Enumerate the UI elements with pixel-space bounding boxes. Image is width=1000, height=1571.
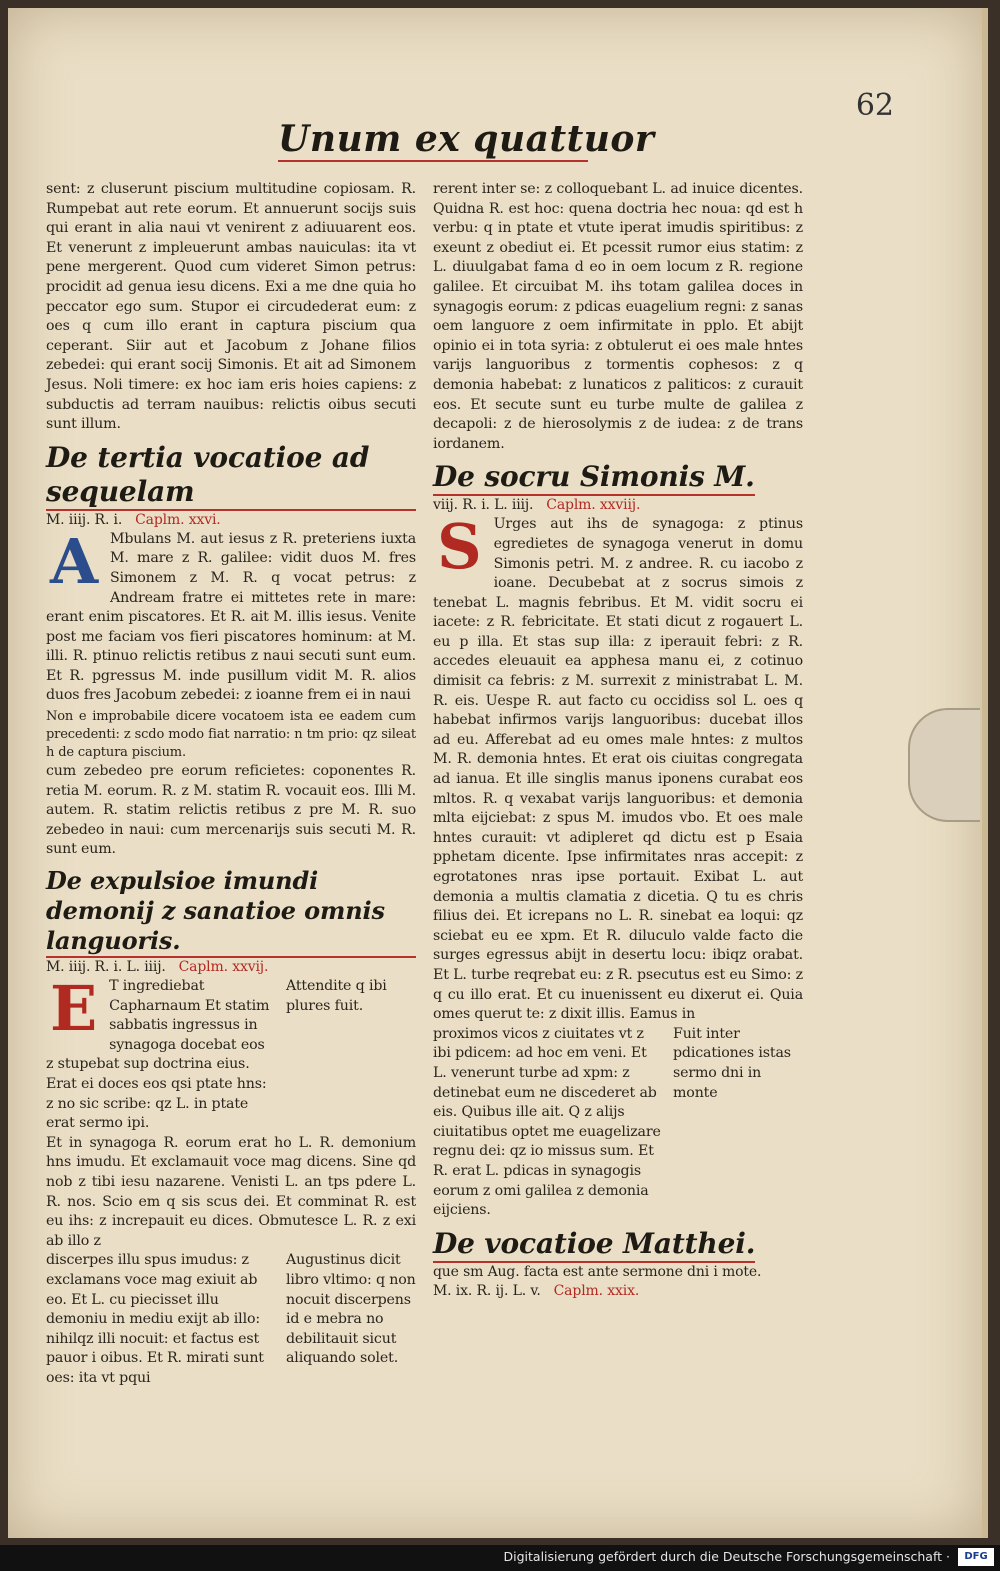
right-column	[433, 180, 803, 1301]
decorated-initial: S	[437, 510, 482, 584]
paragraph	[433, 510, 803, 1024]
paragraph-text: proximos vicos z ciuitates vt z ibi pdicem: ad hoc em veni. Et L. venerunt turbe ad xpm: z detinebat eum ne discederet ab eis. Quibus ille ait. Q z alijs ciuitatibus optet me euagelizare regnu dei: qz io missus sum. Et R. erat L. pdicas in synagogis eorum z omi galilea z demonia eijciens.	[433, 1025, 661, 1219]
section-heading: De expulsioe imundi demonij z sanatioe omnis languoris.	[46, 866, 416, 958]
concordance-ref: M. iiij. R. i.	[46, 511, 123, 528]
chapter-number: Caplm. xxix.	[553, 1282, 640, 1299]
book-page	[8, 8, 988, 1538]
chapter-number: Caplm. xxvij.	[178, 959, 269, 976]
chapter-number: Caplm. xxviij.	[546, 497, 641, 514]
section-subheading: que sm Aug. facta est ante sermone dni i mote.	[433, 1263, 762, 1280]
left-column	[46, 180, 416, 1389]
split-block	[433, 1025, 803, 1221]
decorated-initial: E	[50, 972, 98, 1046]
marginal-note: Attendite q ibi plures fuit.	[286, 978, 387, 1014]
page-clip	[908, 708, 980, 822]
concordance-ref: M. ix. R. ij. L. v.	[433, 1282, 541, 1299]
paragraph-text: T ingrediebat Capharnaum Et statim sabbatis ingressus in synagoga docebat eos z stupebat sup doctrina eius. Erat ei doces eos qsi ptate hns: z no sic scribe: qz L. in ptate erat sermo ipi.	[46, 978, 270, 1132]
section-heading: De vocatioe Matthei.	[433, 1227, 755, 1263]
folio-number: 62	[855, 88, 894, 123]
section-subheading	[46, 958, 416, 977]
section-heading: De socru Simonis M.	[433, 460, 755, 496]
running-head: Unum ex quattuor	[278, 118, 655, 160]
section-subheading	[46, 511, 416, 530]
paragraph-text: Mbulans M. aut iesus z R. preteriens iuxta M. mare z R. galilee: vidit duos M. fres Simonem z M. R. q vocat petrus: z Andream fratre ei mittetes rete in mare: erant enim piscatores. Et R. ait M. illis iesus. Venite post me faciam vos fieri piscatores hominum: at M. illi. R. ptinuo relictis retibus z naui secuti sunt eum. Et R. pgressus M. inde pusillum vidit M. R. alios duos fres Jacobum zebedei: z ioanne frem ei in naui	[46, 530, 416, 704]
split-block	[46, 972, 416, 1134]
concordance-ref: M. iiij. R. i. L. iiij.	[46, 959, 166, 976]
paragraph: rerent inter se: z colloquebant L. ad inuice dicentes. Quidna R. est hoc: quena doctria hec noua: qd est h verbu: q in ptate et vtute iperat imudis spiritibus: z exeunt z obediut ei. Et pcessit rumor eius statim: z L. diuulgabat fama d eo in oem locum z R. regione galilee. Et circuibat M. ihs totam galilea doces in synagogis eorum: z pdicas euagelium regni: z sanas oem languore z oem infirmitate in pplo. Et abijt opinio ei in tota syria: z obtulerut ei oes male hntes varijs languoribus z tormentis cophesos: z q demonia habebat: z lunaticos z paliticos: z curauit eos. Et secute sunt eu turbe multe de galilea z decapoli: z de hierosolymis z de iudea: z de trans iordanem.	[433, 181, 803, 452]
main-text	[46, 972, 276, 1134]
concordance-ref: viij. R. i. L. iiij.	[433, 497, 534, 514]
paragraph: Et in synagoga R. eorum erat ho L. R. demonium hns imudu. Et exclamauit voce mag dicens. Sine qd nob z tibi iesu nazarene. Venisti L. an tps pdere L. R. nos. Scio em q sis scus dei. Et comminat R. est eu ihs: z increpauit eu dices. Obmutesce L. R. z exi ab illo z	[46, 1134, 416, 1249]
marginal-note: Augustinus dicit libro vltimo: q non nocuit discerpens id e mebra no debilitauit sicut aliquando solet.	[286, 1252, 416, 1367]
split-block	[46, 1251, 416, 1388]
paragraph: cum zebedeo pre eorum reficietes: coponentes R. retia M. eorum. R. z M. statim R. vocauit eos. Illi M. autem. R. statim relictis retibus z pre M. R. suo zebedeo in naui: cum mercenarijs suis secuti M. R. sunt eum.	[46, 763, 416, 858]
paragraph-text: discerpes illu spus imudus: z exclamans voce mag exiuit ab eo. Et L. cu piecisset illu demoniu in mediu exijt ab illo: nihilqz illi nocuit: et factus est pauor i oibus. Et R. mirati sunt oes: ita vt pqui	[46, 1252, 264, 1386]
paragraph-text: Urges aut ihs de synagoga: z ptinus egredietes de synagoga venerut in domu Simonis petri. M. z andree. R. cu iacobo z ioane. Decubebat at z socrus simois z tenebat L. magnis febribus. Et M. vidit socru ei iacete: z R. febricitate. Et stati dicut z rogauert L. eu p illa. Et stas sup illa: z iperauit febri: z R. accedes eleuauit ea apphesa manu ei, z cotinuo dimisit ca febris: z M. surrexit z ministrabat L. M. R. eis. Uespe R. aut facto cu occidiss sol L. oes q habebat infirmos varijs languoribus: ducebat illos ad eu. Afferebat ad eu omes male hntes: z multos M. R. demonia hntes. Et erat ois ciuitas congregata ad ianua. Et ille singlis manus iponens curabat eos mltos. R. q vexabat varijs languoribus: et demonia mlta eijciebat: z spus M. imudos vbo. Et oes male hntes curauit: vt adipleret qd dictu est p Esaia pphetam dicente. Ipse infirmitates nras accepit: z egrotatones nras ipse portauit. Exibat L. aut demonia a multis clamatia z dicetia. Q tu es chris filius dei. Et icrepans no L. R. sinebat ea loqui: qz sciebat eu ee xpm. Et R. diluculo valde facto die surges egressus abijt in desertu locu: ibiqz orabat. Et L. turbe reqrebat eu: z R. psecutus est eu Simo: z q cu illo erat. Et cu inuenissent eu dixerut ei. Quia omes querut te: z dixit illis. Eamus in	[433, 516, 803, 1023]
section-subheading	[433, 496, 803, 515]
decorated-initial: A	[50, 524, 98, 598]
section-heading: De tertia vocatioe ad sequelam	[46, 441, 416, 511]
section-subheading	[433, 1282, 803, 1301]
footer-bar	[0, 1545, 1000, 1571]
marginal-note: Non e improbabile dicere vocatoem ista ee eadem cum precedenti: z scdo modo fiat narratio: n tm prio: qz sileat h de captura piscium.	[46, 709, 416, 761]
dfg-logo: DFG	[958, 1548, 994, 1566]
paragraph	[46, 524, 416, 706]
marginal-note: Fuit inter pdicationes istas sermo dni in monte	[673, 1025, 791, 1101]
paragraph: sent: z cluserunt piscium multitudine copiosam. R. Rumpebat aut rete eorum. Et annuerunt socijs suis qui erant in alia naui vt venirent z adiuuarent eos. Et venerunt z impleuerunt ambas nauiculas: ita vt pene mergerent. Quod cum videret Simon petrus: procidit ad genua iesu dicens. Exi a me dne quia ho peccator ego sum. Stupor ei circudederat eum: z oes q cum illo erant in captura piscium qua ceperant. Siir aut et Jacobum z Johane filios zebedei: qui erant socij Simonis. Et ait ad Simonem Jesus. Noli timere: ex hoc iam eris hoies capiens: z subductis ad terram nauibus: relictis oibus secuti sunt illum.	[46, 181, 416, 433]
footer-credit: Digitalisierung gefördert durch die Deutsche Forschungsgemeinschaft ·	[503, 1549, 950, 1564]
running-head-rule	[278, 160, 588, 162]
chapter-number: Caplm. xxvi.	[135, 511, 221, 528]
